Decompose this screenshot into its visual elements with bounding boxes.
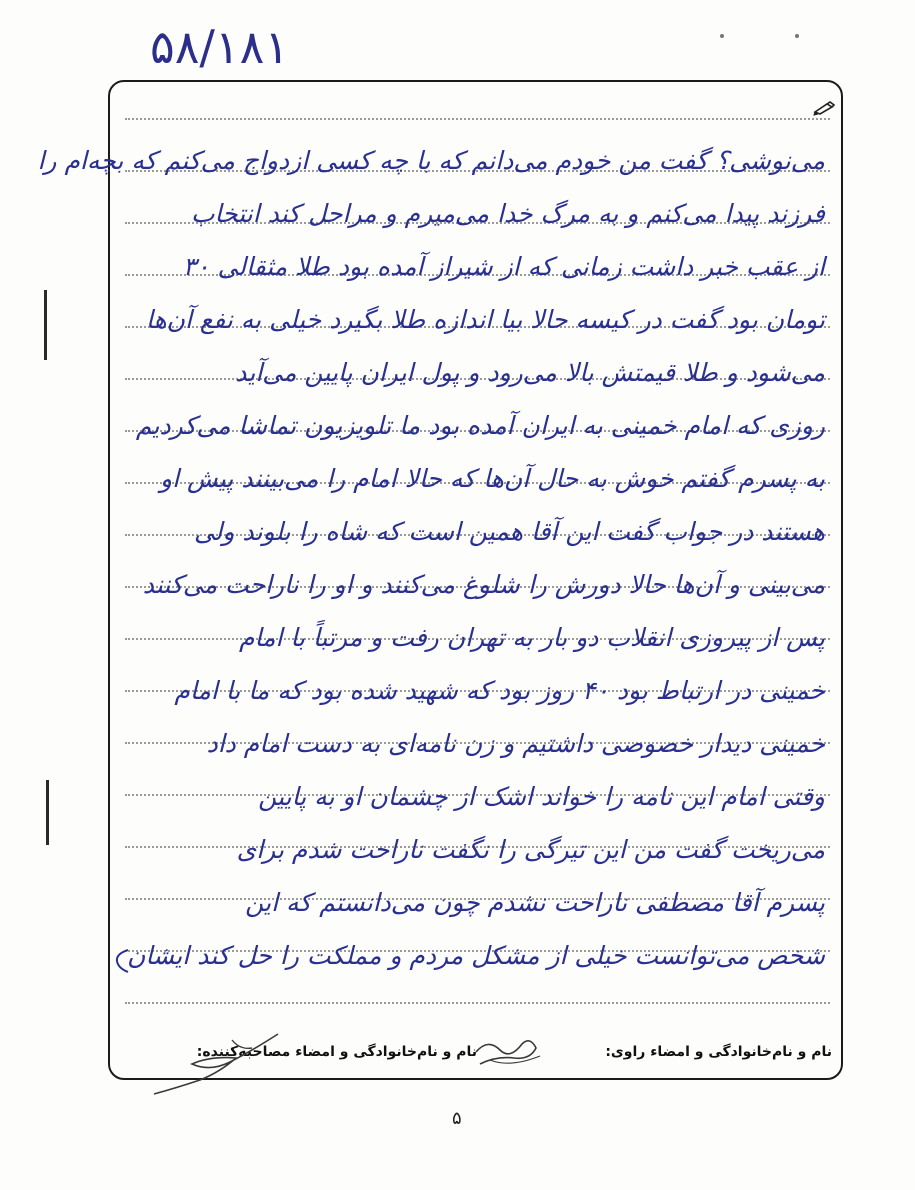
handwritten-line: می‌شود و طلا قیمتش بالا می‌رود و پول ایران پایین می‌آید (235, 358, 825, 387)
handwritten-line: می‌بینی و آن‌ها حالا دورش را شلوغ می‌کنند و او را ناراحت می‌کنند (142, 570, 825, 599)
handwritten-text (37, 140, 825, 988)
pen-icon (813, 100, 835, 116)
handwritten-line: شخص می‌توانست خیلی از مشکل مردم و مملکت را حل کند ایشان (126, 941, 825, 970)
margin-mark (46, 780, 49, 845)
handwritten-line: پسرم آقا مصطفی ناراحت نشدم چون می‌دانستم که این (245, 888, 825, 917)
narrator-signature-label: نام و نام‌خانوادگی و امضاء راوی: (605, 1044, 832, 1060)
handwritten-line: از عقب خبر داشت زمانی که از شیراز آمده بود طلا مثقالی ۳۰ (182, 252, 825, 281)
handwritten-line: پس از پیروزی انقلاب دو بار به تهران رفت و مرتباً با امام (239, 623, 825, 652)
handwritten-line: می‌نوشی؟ گفت من خودم می‌دانم که با چه کسی ازدواج می‌کنم که بچه‌ام را (37, 146, 825, 175)
handwritten-line: خمینی در ارتباط بود ۴۰ روز بود که شهید شده بود که ما با امام (174, 676, 825, 705)
narrator-signature (140, 1028, 290, 1098)
handwritten-line: به پسرم گفتم خوش به حال آن‌ها که حالا امام را می‌بینند پیش او (160, 464, 825, 493)
handwritten-line: وقتی امام این نامه را خواند اشک از چشمان او به پایین (258, 782, 825, 811)
archive-number: ۵۸/۱۸۱ (150, 20, 290, 74)
page-number: ۵ (452, 1108, 462, 1129)
interviewer-signature (470, 1030, 550, 1070)
handwritten-line: فرزند پیدا می‌کنم و به مرگ خدا می‌میرم و مراحل کند انتخاب (190, 199, 825, 228)
bracket-mark (112, 948, 132, 974)
ruled-line (125, 1002, 830, 1004)
handwritten-line: تومان بود گفت در کیسه حالا بیا اندازه طلا بگیرد خیلی به نفع آن‌ها (145, 305, 825, 334)
handwritten-line: خمینی دیدار خصوصی داشتیم و زن نامه‌ای به دست امام داد (206, 729, 825, 758)
handwritten-line: هستند در جواب گفت این آقا همین است که شاه را بلوند ولی (193, 517, 825, 546)
ruled-line (125, 118, 830, 120)
scan-dot (720, 34, 724, 38)
handwritten-line: روزی که امام خمینی به ایران آمده بود ما تلویزیون تماشا می‌کردیم (135, 411, 825, 440)
handwritten-line: می‌ریخت گفت من این تیرگی را نگفت ناراحت شدم برای (236, 835, 825, 864)
scan-dot (795, 34, 799, 38)
margin-mark (44, 290, 47, 360)
interviewer-signature-label: نام و نام‌خانوادگی و امضاء مصاحبه‌کننده: (196, 1044, 477, 1060)
